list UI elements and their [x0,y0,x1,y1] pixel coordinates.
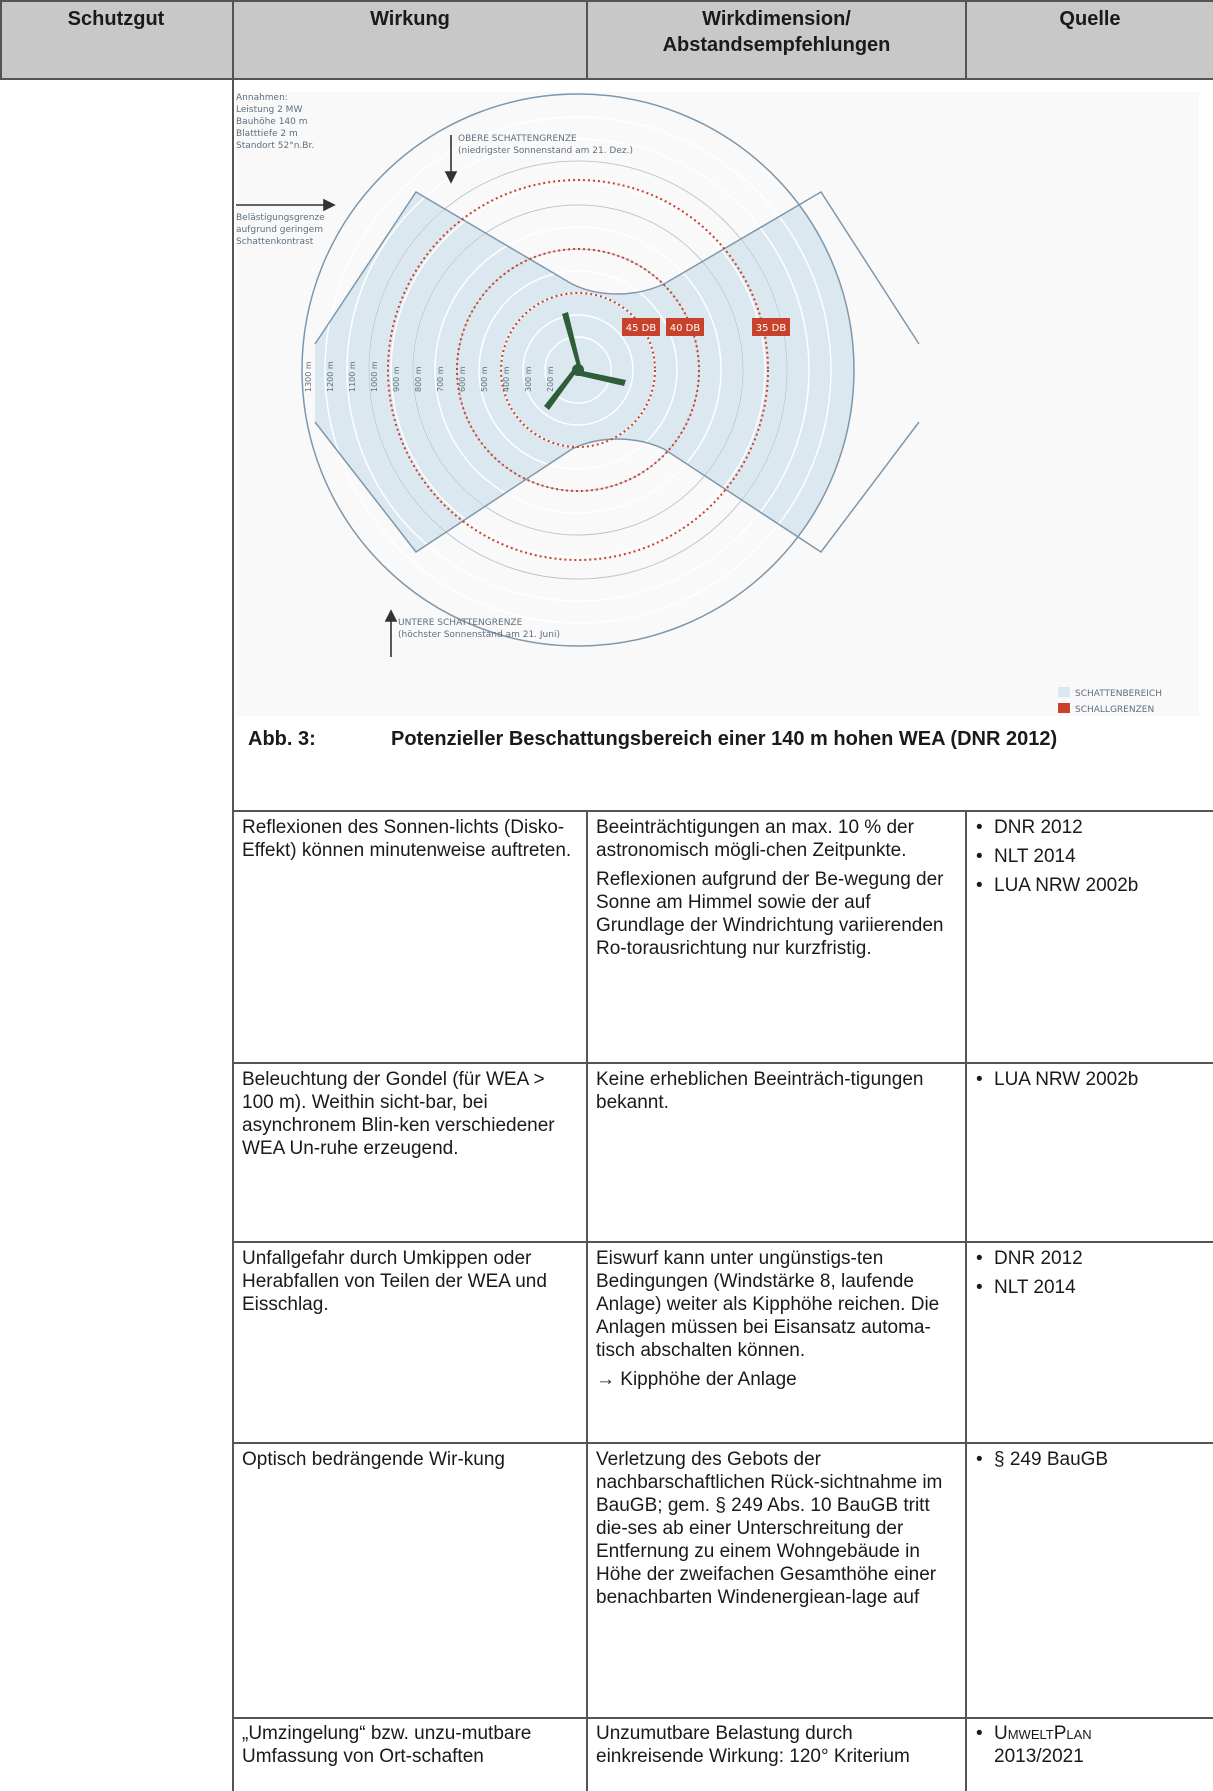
source-item [972,1722,1210,1768]
caption-number: Abb. 3: [248,728,316,750]
dimension-text: Keine erheblichen Beeinträch-tigungen bekannt. [596,1069,924,1113]
assumption-line: Annahmen: [236,93,288,103]
table-rule [0,0,2,78]
header-wirkung [234,0,586,78]
source-name: UmweltPlan [994,1723,1092,1744]
dimension-text: Beeinträchtigungen an max. 10 % der astronomisch mögli-chen Zeitpunkte. [596,817,914,861]
db-label: 45 DB [625,323,657,334]
db-marker [666,318,704,336]
distance-label: 1300 m [304,361,313,392]
wirkung-text: Reflexionen des Sonnen-lichts (Disko-Effekt) können minutenweise auftreten. [242,817,572,861]
legend-label-shadow: SCHATTENBEREICH [1075,689,1162,699]
shadow-diagram-svg [236,92,1199,716]
dimension-cell [596,1247,958,1397]
distance-label: 200 m [546,366,555,392]
source-item: • DNR 2012 [972,816,1210,839]
dimension-cell [596,1722,958,1774]
dimension-text: → Kipphöhe der Anlage [596,1369,797,1390]
wirkung-text: Unfallgefahr durch Umkippen oder Herabfallen von Teilen der WEA und Eisschlag. [242,1248,547,1315]
dimension-text: Verletzung des Gebots der nachbarschaftlichen Rück-sichtnahme im BauGB; gem. § 249 Abs. 10 BauGB tritt die-ses ab einer Unterschreitung der Entfernung zu einem Wohngebäude in Höhe der zweifachen Gesamthöhe einer benachbarten Windenergiean-lage auf [596,1449,943,1608]
db-marker [752,318,790,336]
header-label: Abstandsempfehlungen [662,34,891,56]
distance-label: 800 m [414,366,423,392]
dimension-text: Eiswurf kann unter ungünstigs-ten Bedingungen (Windstärke 8, laufende Anlage) weiter als Kipphöhe reichen. Die Anlagen müssen bei Eisansatz automa-tisch abschalten können. [596,1248,940,1361]
source-item: • § 249 BauGB [972,1448,1210,1471]
assumption-line: Blatttiefe 2 m [236,129,298,139]
table-rule [232,1717,1213,1719]
source-item: • NLT 2014 [972,845,1210,868]
wirkung-cell [242,1247,578,1322]
table-rule [586,810,588,1791]
distance-label: 1000 m [370,361,379,392]
header-wirkdimension [588,0,965,78]
table-rule [586,0,588,78]
table-rule [232,810,1213,812]
header-quelle [967,0,1213,78]
header-label: Quelle [1059,8,1121,30]
source-item: • LUA NRW 2002b [972,874,1210,897]
table-rule [965,810,967,1791]
header-label: Wirkung [370,8,450,30]
annoyance-label: Schattenkontrast [236,237,314,247]
wirkung-text: Optisch bedrängende Wir-kung [242,1449,505,1470]
wirkung-cell [242,816,578,868]
wirkung-text: Beleuchtung der Gondel (für WEA > 100 m). Weithin sicht-bar, bei asynchronem Blin-ken verschiedener WEA Un-ruhe erzeugend. [242,1069,555,1159]
table-rule [965,0,967,78]
table-rule [232,1062,1213,1064]
source-cell [972,1448,1210,1477]
source-item: • DNR 2012 [972,1247,1210,1270]
legend-swatch-shadow [1058,687,1070,697]
shadow-diagram [236,92,1199,716]
annoyance-label: Belästigungsgrenze [236,213,325,223]
upper-shadow-label: OBERE SCHATTENGRENZE [458,134,577,144]
distance-label: 600 m [458,366,467,392]
header-label: Schutzgut [67,8,165,30]
legend-label-sound: SCHALLGRENZEN [1075,705,1155,715]
source-item: • NLT 2014 [972,1276,1210,1299]
source-cell [972,816,1210,903]
distance-label: 1100 m [348,361,357,392]
table-rule [0,78,1213,80]
assumption-line: Leistung 2 MW [236,105,303,115]
lower-shadow-label: UNTERE SCHATTENGRENZE [398,618,523,628]
distance-label: 400 m [502,366,511,392]
distance-label: 700 m [436,366,445,392]
distance-label: 300 m [524,366,533,392]
wirkung-cell [242,1068,578,1166]
wirkung-cell [242,1722,578,1774]
distance-label: 900 m [392,366,401,392]
wirkung-text: „Umzingelung“ bzw. unzu-mutbare Umfassung von Ort-schaften [242,1723,532,1767]
table-rule [0,0,1213,2]
distance-label: 500 m [480,366,489,392]
annoyance-label: aufgrund geringem [236,225,323,235]
source-cell [972,1722,1210,1774]
table-rule [232,1442,1213,1444]
db-marker [622,318,660,336]
lower-shadow-sub: (höchster Sonnenstand am 21. Juni) [398,630,560,640]
db-label: 35 DB [755,323,787,334]
dimension-cell [596,1448,958,1615]
db-label: 40 DB [669,323,701,334]
header-label: Wirkdimension/ [702,8,851,30]
source-year: 2013/2021 [994,1746,1084,1767]
table-rule [232,0,234,1791]
dimension-text: Reflexionen aufgrund der Be-wegung der Sonne am Himmel sowie der auf Grundlage der Windrichtung variierenden Ro-torausrichtung nur kurzfristig. [596,869,944,959]
dimension-text: Unzumutbare Belastung durch einkreisende Wirkung: 120° Kriterium [596,1723,910,1767]
upper-shadow-sub: (niedrigster Sonnenstand am 21. Dez.) [458,146,633,156]
distance-label: 1200 m [326,361,335,392]
dimension-cell [596,1068,958,1120]
header-schutzgut [0,0,232,78]
wirkung-cell [242,1448,578,1477]
legend-swatch-sound [1058,703,1070,713]
assumption-line: Bauhöhe 140 m [236,117,308,127]
caption-text: Potenzieller Beschattungsbereich einer 140 m hohen WEA (DNR 2012) [391,728,1058,750]
table-rule [232,1241,1213,1243]
dimension-cell [596,816,958,966]
source-cell [972,1068,1210,1097]
source-cell [972,1247,1210,1305]
source-item: • LUA NRW 2002b [972,1068,1210,1091]
assumption-line: Standort 52°n.Br. [236,141,315,151]
